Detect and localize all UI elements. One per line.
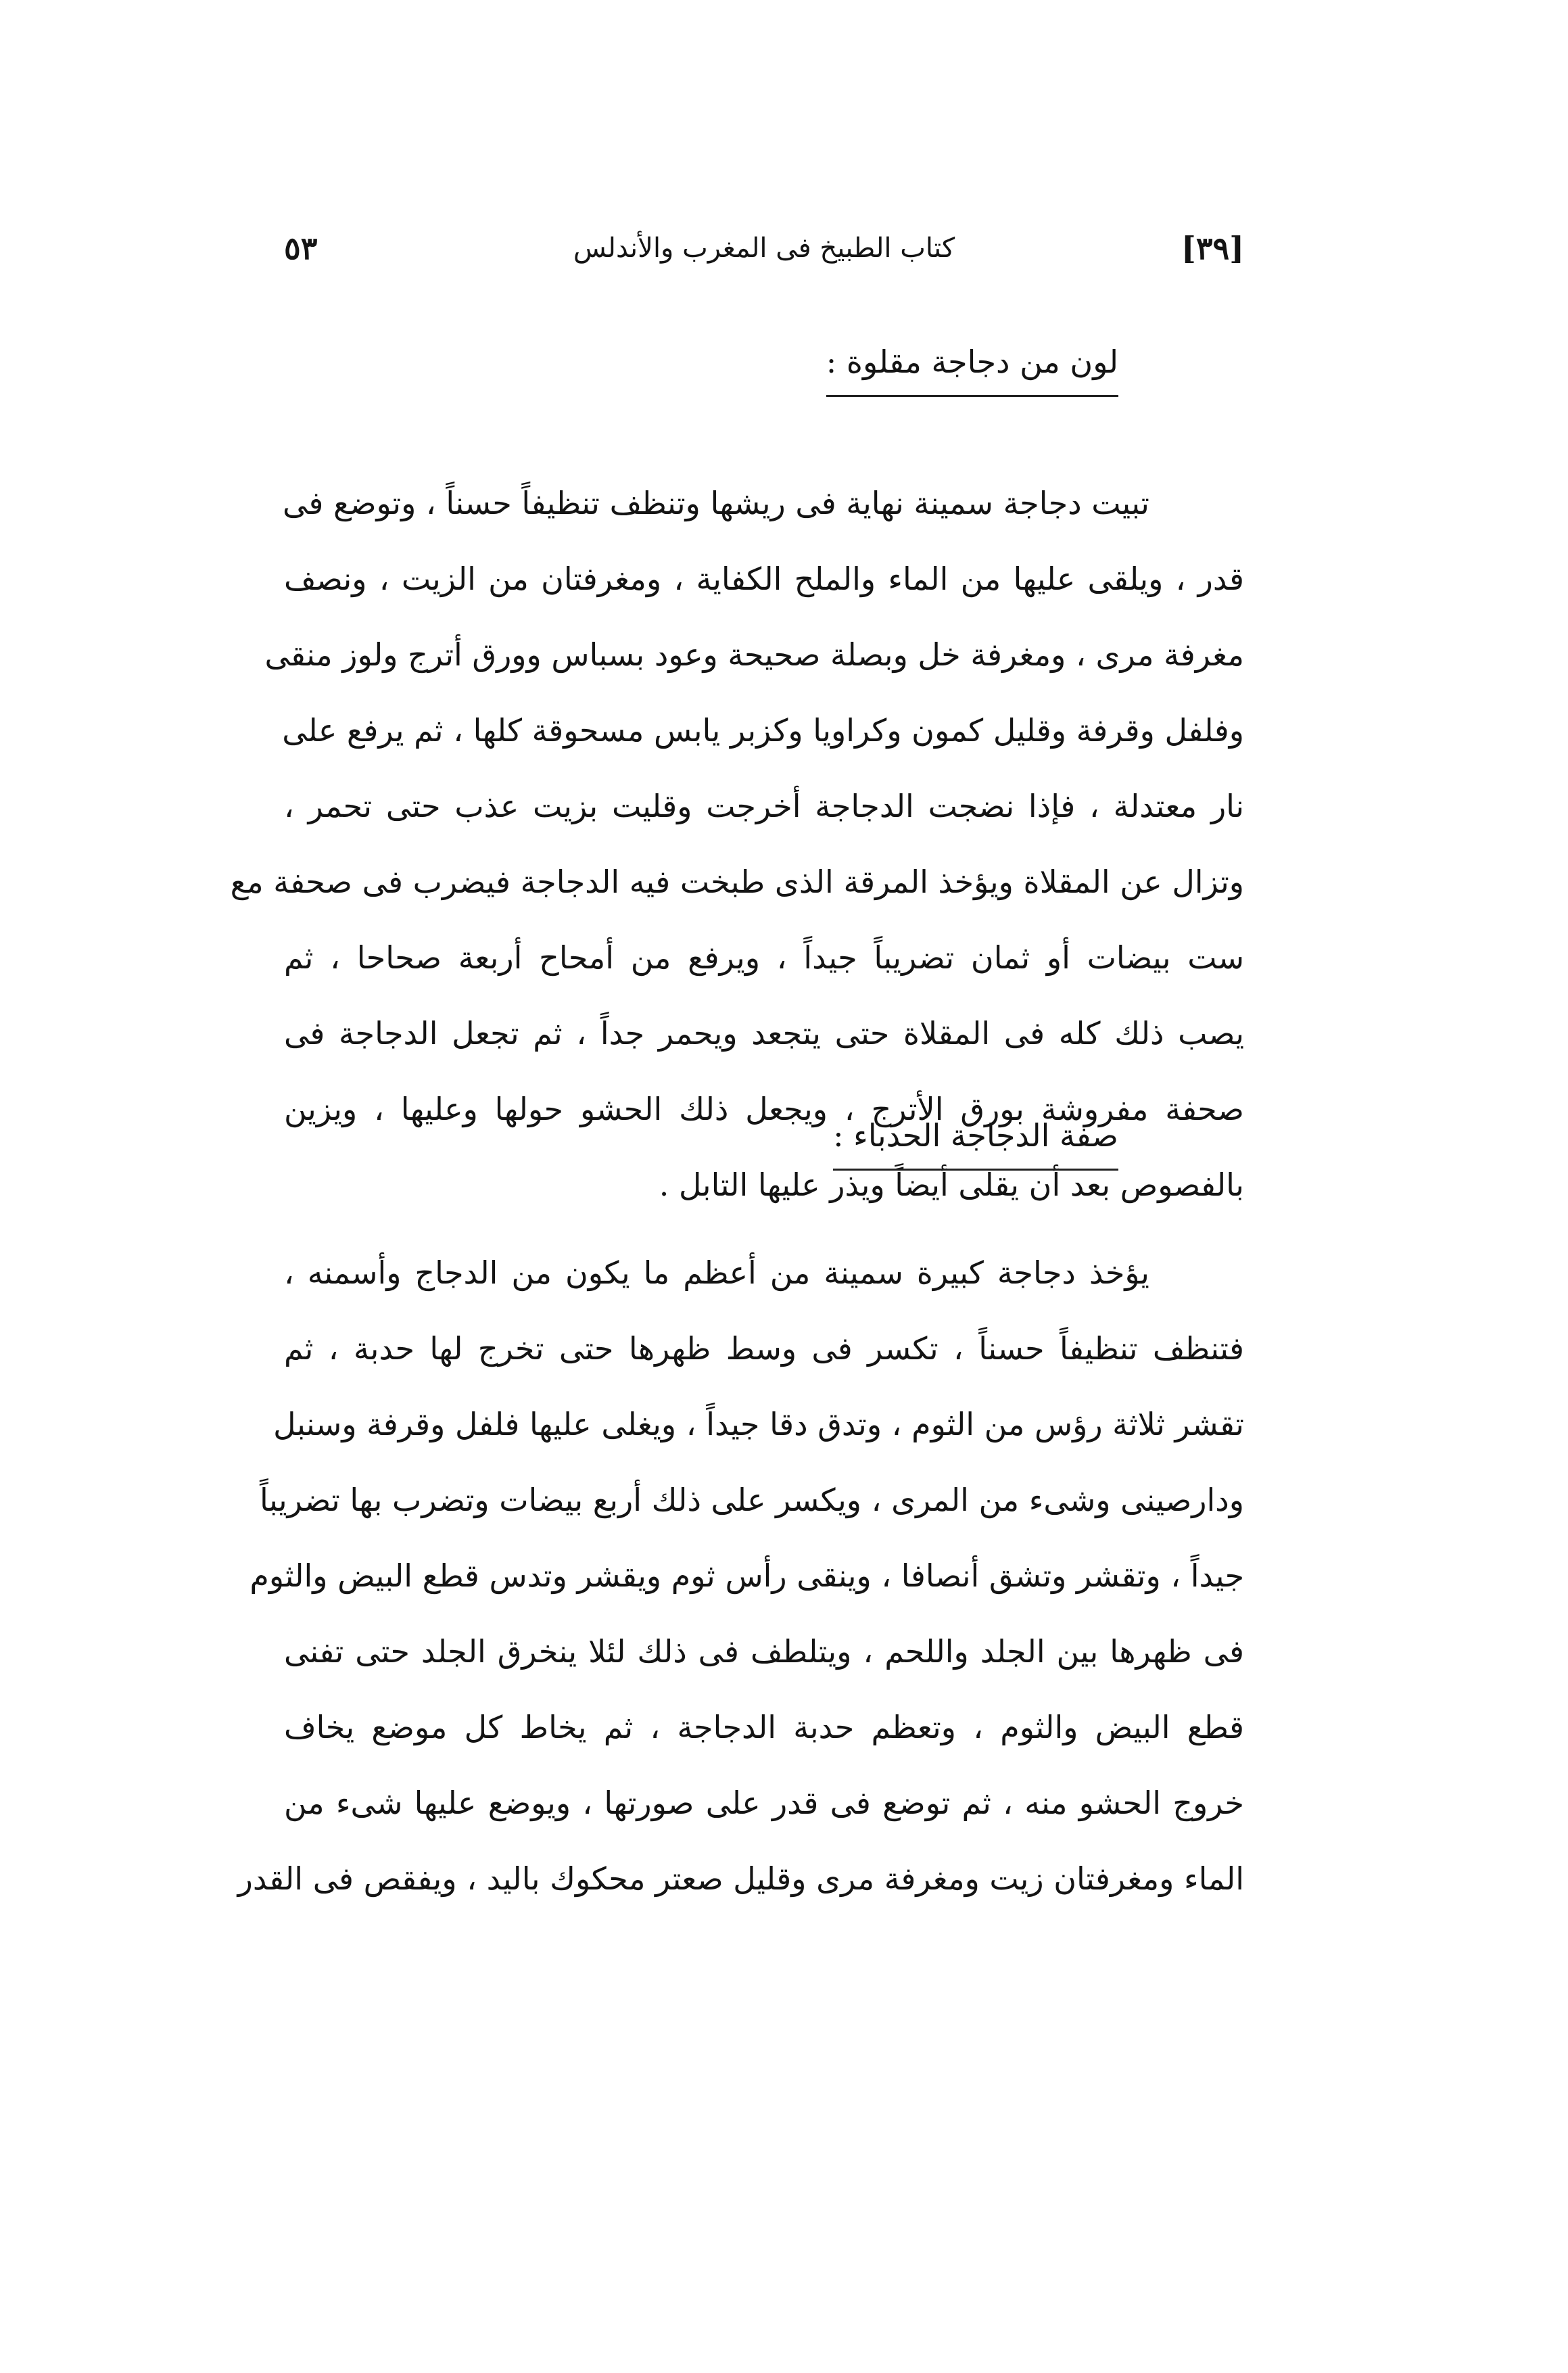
section-heading-text: لون من دجاجة مقلوة : [826, 344, 1118, 380]
text-line: قطع البيض والثوم ، وتعظم حدبة الدجاجة ، ثم يخاط كل موضع يخاف [284, 1709, 1244, 1745]
text-line: فى ظهرها بين الجلد واللحم ، ويتلطف فى ذلك لئلا ينخرق الجلد حتى تفنى [284, 1633, 1244, 1670]
recipe-paragraph [230, 465, 1244, 1223]
running-header [284, 230, 1244, 284]
text-line: جيداً ، وتقشر وتشق أنصافا ، وينقى رأس ثوم ويقشر وتدس قطع البيض والثوم [250, 1557, 1244, 1594]
text-line: صحفة مفروشة بورق الأترج ، ويجعل ذلك الحشو حولها وعليها ، ويزين [284, 1091, 1244, 1127]
heading-underline [826, 395, 1118, 397]
text-line: بالفصوص بعد أن يقلى أيضاً ويذر عليها التابل . [659, 1167, 1244, 1203]
bracket-number: [٣٩] [1181, 230, 1244, 266]
text-line: وتزال عن المقلاة ويؤخذ المرقة الذى طبخت فيه الدجاجة فيضرب فى صحفة مع [230, 864, 1244, 900]
text-line: تبيت دجاجة سمينة نهاية فى ريشها وتنظف تنظيفاً حسناً ، وتوضع فى [283, 485, 1149, 521]
text-line: خروج الحشو منه ، ثم توضع فى قدر على صورتها ، ويوضع عليها شىء من [284, 1785, 1244, 1821]
section-heading-text: صفة الدجاجة الحدباء : [833, 1117, 1118, 1154]
text-line: قدر ، ويلقى عليها من الماء والملح الكفاية ، ومغرفتان من الزيت ، ونصف [284, 561, 1244, 597]
running-title: كتاب الطبيخ فى المغرب والأندلس [573, 233, 955, 264]
text-line: ست بيضات أو ثمان تضريباً جيداً ، ويرفع من أمحاح أربعة صحاحا ، ثم [284, 939, 1244, 976]
page-number: ٥٣ [284, 230, 318, 266]
text-line: الماء ومغرفتان زيت ومغرفة مرى وقليل صعتر محكوك باليد ، ويفقص فى القدر [237, 1860, 1244, 1897]
text-line: نار معتدلة ، فإذا نضجت الدجاجة أخرجت وقليت بزيت عذب حتى تحمر ، [284, 788, 1244, 824]
text-line: يصب ذلك كله فى المقلاة حتى يتجعد ويحمر جداً ، ثم تجعل الدجاجة فى [284, 1015, 1244, 1052]
text-line: تقشر ثلاثة رؤس من الثوم ، وتدق دقا جيداً ، ويغلى عليها فلفل وقرفة وسنبل [273, 1406, 1244, 1442]
recipe-paragraph [237, 1235, 1244, 1917]
text-line: فتنظف تنظيفاً حسناً ، تكسر فى وسط ظهرها حتى تخرج لها حدبة ، ثم [284, 1330, 1244, 1367]
section-heading [833, 1117, 1118, 1171]
text-line: مغرفة مرى ، ومغرفة خل وبصلة صحيحة وعود بسباس وورق أترج ولوز منقى [264, 636, 1244, 673]
text-line: وفلفل وقرفة وقليل كمون وكراويا وكزبر يابس مسحوقة كلها ، ثم يرفع على [282, 712, 1244, 749]
section-heading [826, 344, 1118, 397]
text-line: يؤخذ دجاجة كبيرة سمينة من أعظم ما يكون من الدجاج وأسمنه ، [284, 1254, 1149, 1291]
text-line: ودارصينى وشىء من المرى ، ويكسر على ذلك أربع بيضات وتضرب بها تضريباً [259, 1482, 1244, 1518]
heading-underline [833, 1169, 1118, 1171]
